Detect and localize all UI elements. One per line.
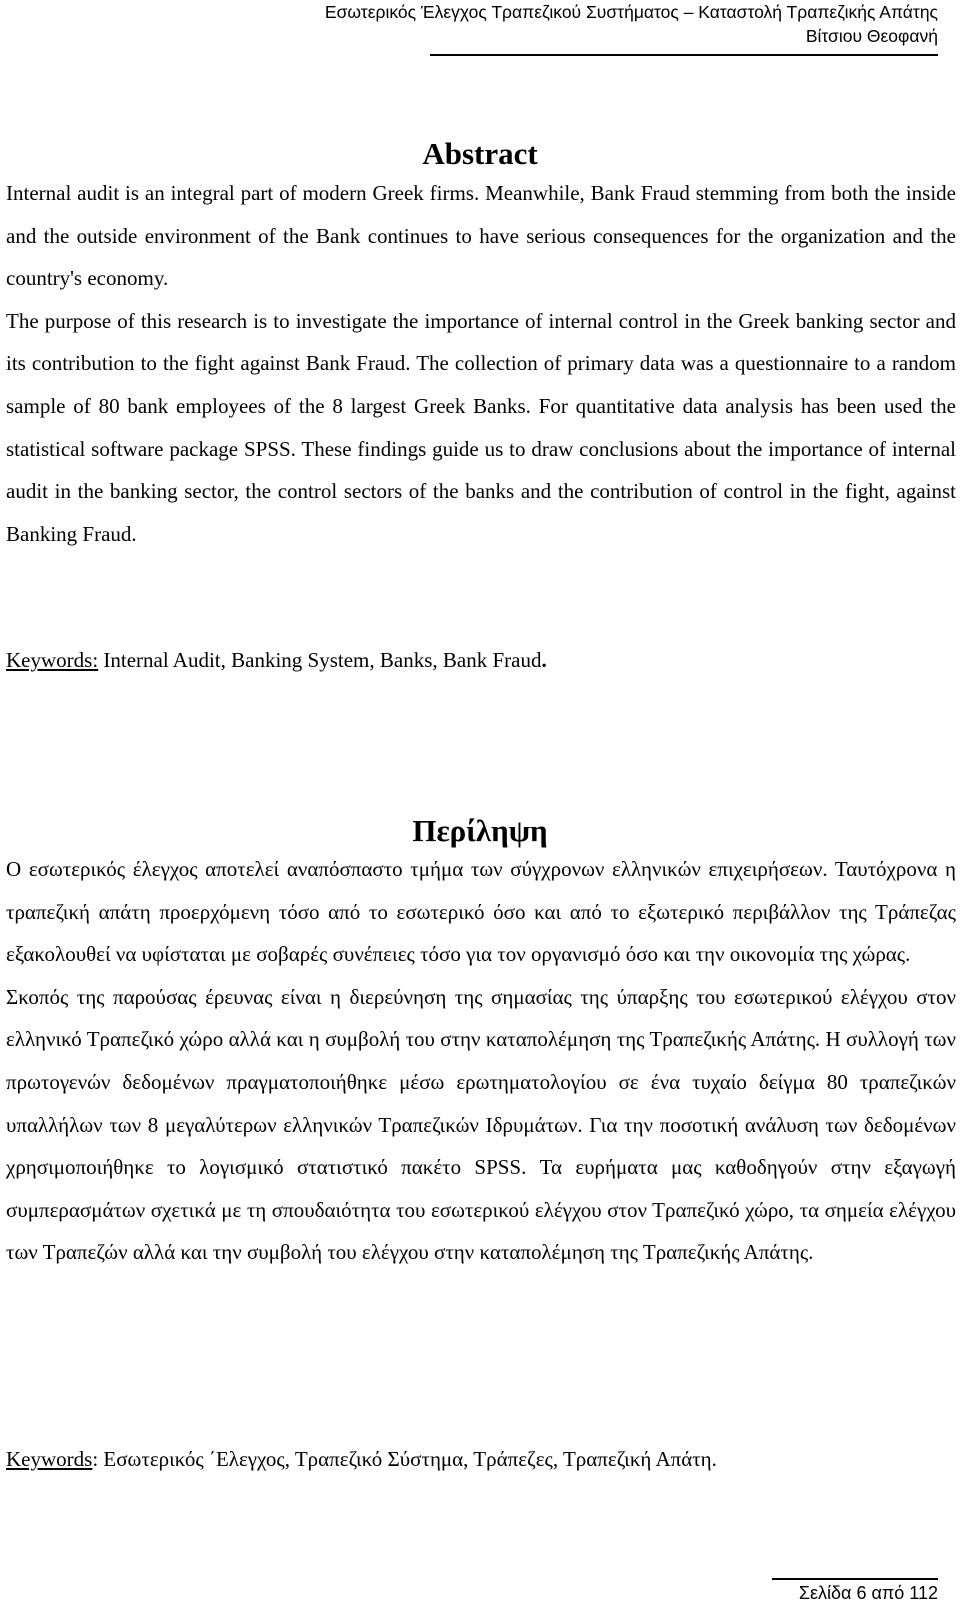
abstract-keywords-period: . [541, 648, 547, 672]
abstract-keywords [6, 645, 956, 675]
perilipsi-body [6, 848, 956, 1274]
perilipsi-keywords [6, 1444, 956, 1474]
abstract-paragraph-2: The purpose of this research is to investigate the importance of internal control in the Greek banking sector and its contribution to the fight against Bank Fraud. The collection of primary data was a questionnaire to a random sample of 80 bank employees of the 8 largest Greek Banks. For quantitative data analysis has been used the statistical software package SPSS. These findings guide us to draw conclusions about the importance of internal audit in the banking sector, the control sectors of the banks and the contribution of control in the fight, against Banking Fraud. [6, 308, 956, 546]
abstract-body [6, 172, 956, 555]
page-number: Σελίδα 6 από 112 [798, 1583, 938, 1603]
abstract-paragraph-1: Internal audit is an integral part of modern Greek firms. Meanwhile, Bank Fraud stemming from both the inside and the outside environment of the Bank continues to have serious consequences for the organization and the country's economy. [6, 181, 956, 291]
running-header [38, 0, 938, 48]
perilipsi-paragraph-2: Σκοπός της παρούσας έρευνας είναι η διερεύνηση της σημασίας της ύπαρξης του εσωτερικού ελέγχου στον ελληνικό Τραπεζικό χώρο αλλά και η συμβολή του στην καταπολέμηση της Τραπεζικής Απάτης. Η συλλογή των πρωτογενών δεδομένων πραγματοποιήθηκε μέσω ερωτηματολογίου σε ένα τυχαίο δείγμα 80 τραπεζικών υπαλλήλων των 8 μεγαλύτερων ελληνικών Τραπεζικών Ιδρυμάτων. Για την ποσοτική ανάλυση των δεδομένων χρησιμοποιήθηκε το λογισμικό στατιστικό πακέτο SPSS. Τα ευρήματα μας καθοδηγούν στην εξαγωγή συμπερασμάτων σχετικά με τη σπουδαιότητα του εσωτερικού ελέγχου στον Τραπεζικό χώρο, τα σημεία ελέγχου των Τραπεζών αλλά και την συμβολή του ελέγχου στην καταπολέμηση της Τραπεζικής Απάτης. [6, 984, 956, 1265]
abstract-heading: Abstract [422, 136, 538, 171]
abstract-keywords-label: Keywords: [6, 648, 99, 672]
perilipsi-keywords-label: Keywords [6, 1447, 93, 1471]
abstract-keywords-text: Internal Audit, Banking System, Banks, Bank Fraud [98, 648, 542, 672]
header-author: Βίτσιου Θεοφανή [805, 26, 938, 46]
header-rule [430, 54, 938, 56]
perilipsi-paragraph-1: Ο εσωτερικός έλεγχος αποτελεί αναπόσπαστο τμήμα των σύγχρονων ελληνικών επιχειρήσεων. Ταυτόχρονα η τραπεζική απάτη προερχόμενη τόσο από το εσωτερικό όσο και από το εξωτερικό περιβάλλον της Τράπεζας εξακολουθεί να υφίσταται με σοβαρές συνέπειες τόσο για τον οργανισμό όσο και την οικονομία της χώρας. [6, 857, 956, 967]
perilipsi-heading: Περίληψη [412, 813, 548, 848]
header-title: Εσωτερικός Έλεγχος Τραπεζικού Συστήματος – Καταστολή Τραπεζικής Απάτης [324, 2, 938, 22]
perilipsi-keywords-text: : Εσωτερικός ΄Ελεγχος, Τραπεζικό Σύστημα, Τράπεζες, Τραπεζική Απάτη. [92, 1447, 717, 1471]
